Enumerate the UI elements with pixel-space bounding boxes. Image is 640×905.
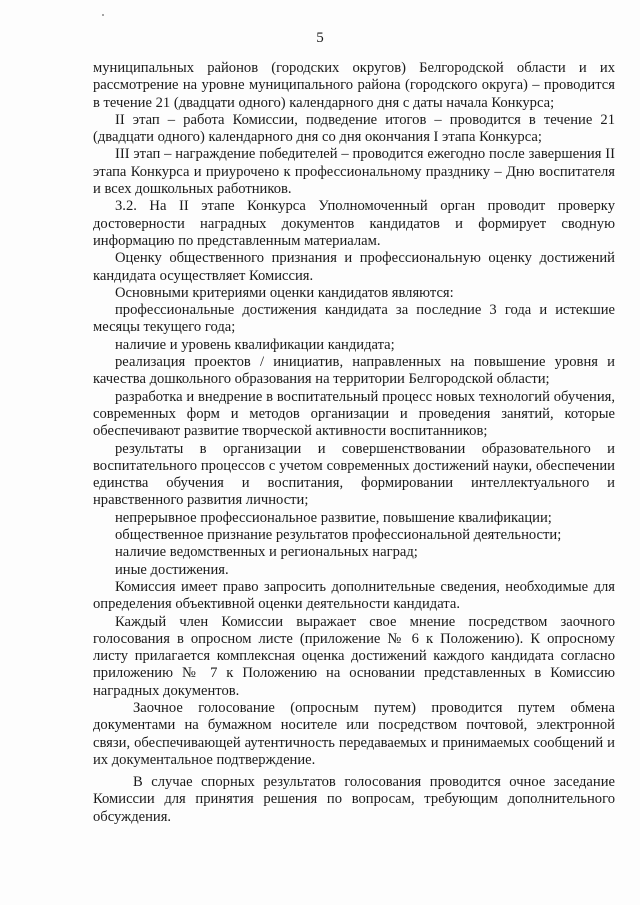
- paragraph-voting: Каждый член Комиссии выражает свое мнение посредством заочного голосования в опросном листе (приложение № 6 к Положению). К опросному листу прилагается комплексная оценка достижений каждого кандидата согласно приложению № 7 к Положению на основании представленных в Комиссию наградных документов.: [93, 613, 615, 699]
- criteria-item-development: непрерывное профессиональное развитие, повышение квалификации;: [115, 509, 552, 526]
- criteria-item-projects: реализация проектов / инициатив, направленных на повышение уровня и качества дошкольного образования на территории Белгородской области;: [93, 354, 615, 388]
- scan-speck: [102, 14, 104, 16]
- paragraph-evaluation: Оценку общественного признания и профессиональную оценку достижений кандидата осуществляет Комиссия.: [93, 250, 615, 284]
- paragraph-absentee-voting: Заочное голосование (опросным путем) проводится путем обмена документами на бумажном носителе или посредством почтовой, электронной связи, обеспечивающей аутентичность передаваемых и принимаемых сообщений и их документальное подтверждение.: [93, 699, 615, 768]
- paragraph-stage1-continuation: муниципальных районов (городских округов) Белгородской области и их рассмотрение на уровне муниципального района (городского округа) – проводится в течение 21 (двадцати одного) календарного дня с даты начала Конкурса;: [93, 60, 615, 111]
- criteria-item-other: иные достижения.: [115, 561, 229, 578]
- paragraph-commission-request: Комиссия имеет право запросить дополнительные сведения, необходимые для определения объективной оценки деятельности кандидата.: [93, 578, 615, 613]
- criteria-item-recognition: общественное признание результатов профессиональной деятельности;: [115, 527, 562, 544]
- paragraph-stage2: II этап – работа Комиссии, подведение итогов – проводится в течение 21 (двадцати одного) календарного дня со дня окончания I этапа Конкурса;: [93, 111, 615, 146]
- criteria-item-awards: наличие ведомственных и региональных наград;: [115, 544, 418, 561]
- paragraph-3-2: 3.2. На II этапе Конкурса Уполномоченный орган проводит проверку достоверности наградных документов кандидатов и формирует сводную информацию по представленным материалам.: [93, 198, 615, 249]
- paragraph-criteria-intro: Основными критериями оценки кандидатов являются:: [115, 284, 454, 301]
- page-number: 5: [316, 30, 324, 46]
- criteria-item-qualification: наличие и уровень квалификации кандидата;: [115, 336, 395, 353]
- criteria-item-achievements: профессиональные достижения кандидата за последние 3 года и истекшие месяцы текущего года;: [93, 302, 615, 336]
- paragraph-disputed-results: В случае спорных результатов голосования проводится очное заседание Комиссии для принятия решения по вопросам, требующим дополнительного обсуждения.: [93, 774, 615, 825]
- document-body: [93, 60, 615, 826]
- criteria-item-technologies: разработка и внедрение в воспитательный процесс новых технологий обучения, современных форм и методов организации и проведения занятий, которые обеспечивают развитие творческой активности воспитанников;: [93, 388, 615, 440]
- paragraph-stage3: III этап – награждение победителей – проводится ежегодно после завершения II этапа Конкурса и приурочено к профессиональному празднику – Дню воспитателя и всех дошкольных работников.: [93, 146, 615, 198]
- criteria-item-results: результаты в организации и совершенствовании образовательного и воспитательного процессов с учетом современных достижений науки, обеспечении единства обучения и воспитания, формировании интеллектуального и нравственного развития личности;: [93, 440, 615, 509]
